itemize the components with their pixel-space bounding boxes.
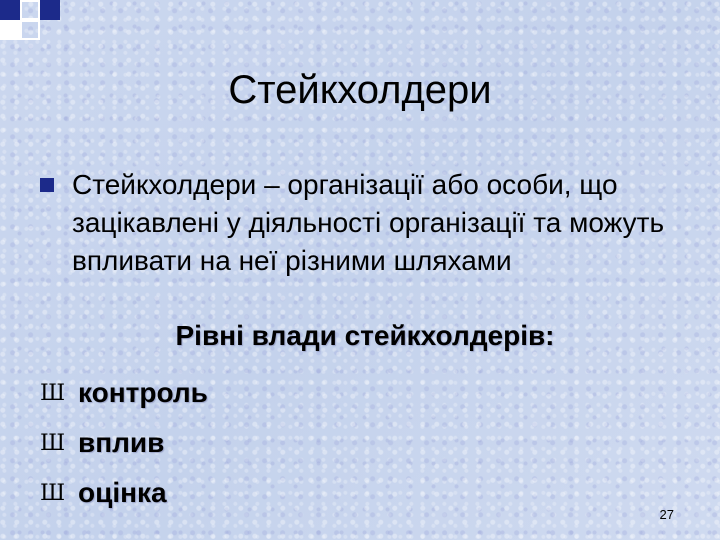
decor-square-navy: [40, 0, 60, 20]
list-item: [40, 368, 208, 418]
levels-list: [40, 368, 208, 518]
list-item: [40, 418, 208, 468]
arrow-bullet-icon: Ш: [40, 480, 66, 506]
level-label: вплив: [78, 427, 165, 458]
decor-square-outline: [20, 20, 40, 40]
arrow-bullet-icon: Ш: [40, 430, 66, 456]
slide-number: 27: [659, 507, 674, 522]
level-label: оцінка: [78, 477, 167, 508]
levels-heading: Рівні влади стейкхолдерів:: [175, 320, 555, 351]
definition-text: Стейкхолдери – організації або особи, що зацікавлені у діяльності організації та можуть впливати на неї різними шляхами: [72, 169, 665, 276]
arrow-bullet-icon: Ш: [40, 380, 66, 406]
decor-square-navy: [0, 0, 20, 20]
level-label: контроль: [78, 377, 208, 408]
list-item: [40, 468, 208, 518]
definition-bullet: [40, 166, 680, 280]
decor-square-white: [0, 20, 20, 40]
decor-square-outline: [20, 0, 40, 20]
square-bullet-icon: [40, 178, 54, 192]
slide-title: Стейкхолдери: [228, 68, 492, 112]
